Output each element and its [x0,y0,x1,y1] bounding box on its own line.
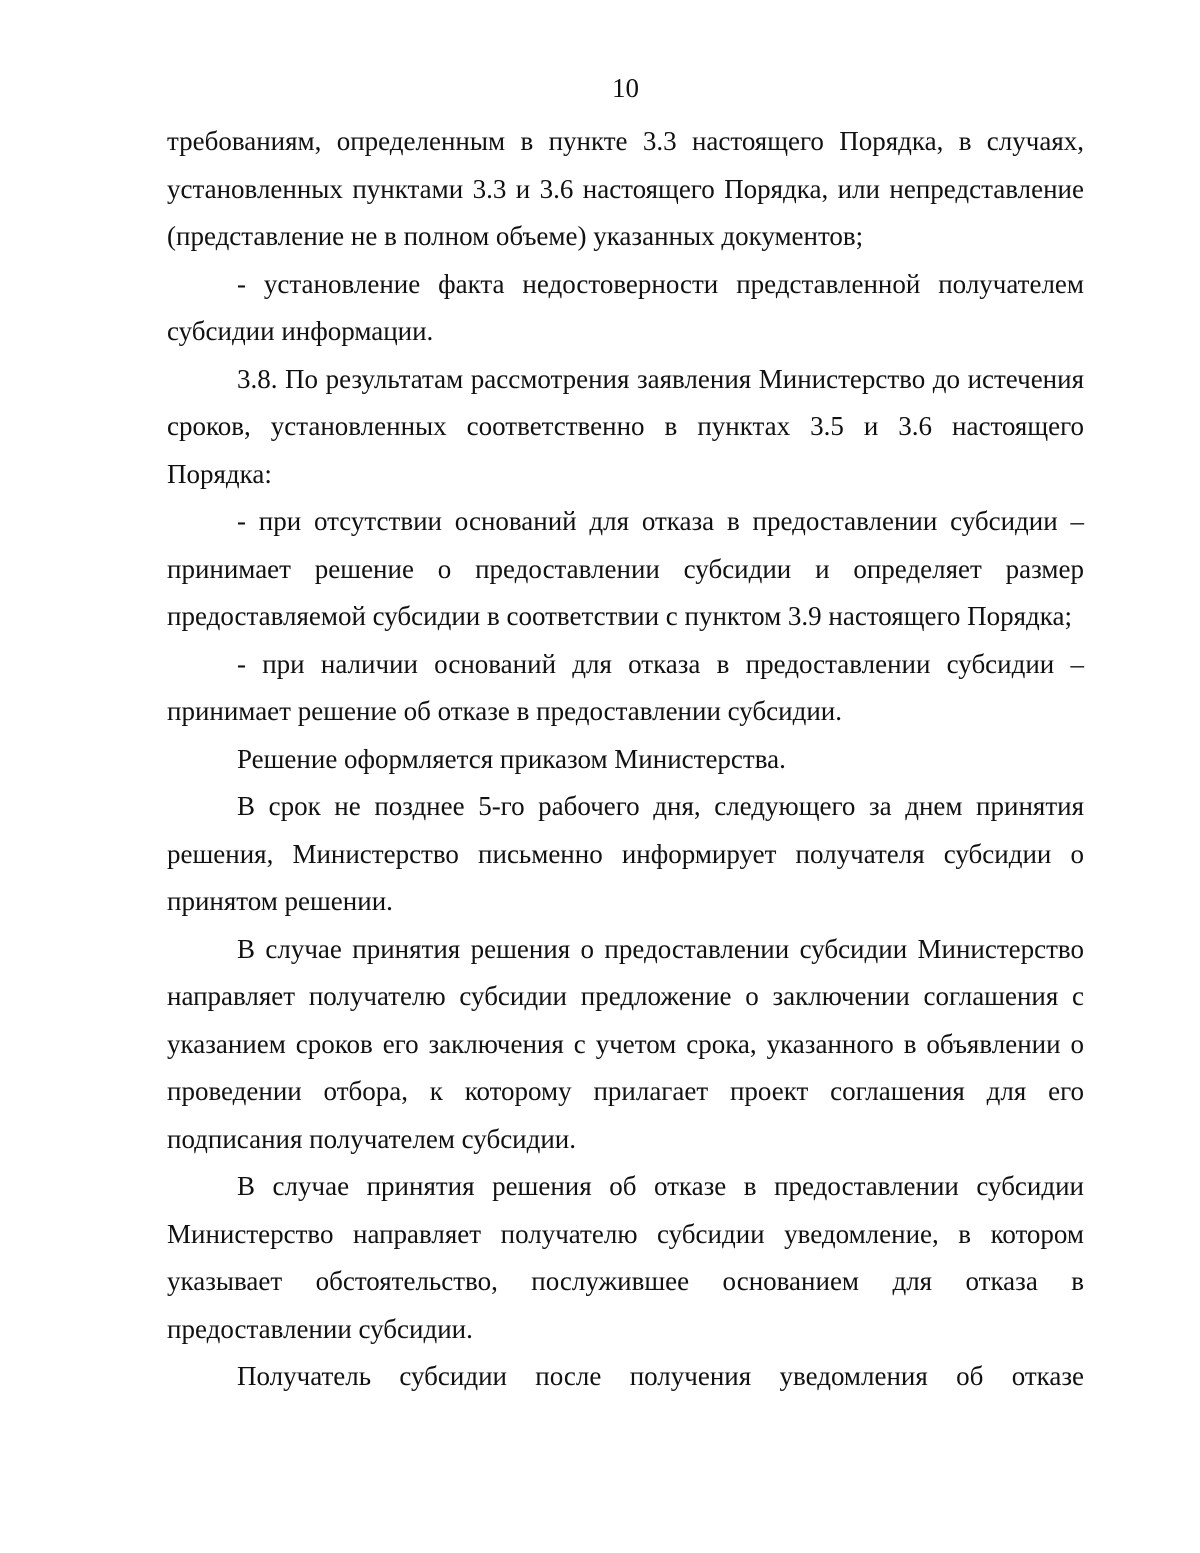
paragraph-grant-decision: - при отсутствии оснований для отказа в предоставлении субсидии – принимает решение о предоставлении субсидии и определяет размер предоставляемой субсидии в соответствии с пунктом 3.9 настоящего Порядка; [167,506,1084,631]
paragraph-clause-3-8: 3.8. По результатам рассмотрения заявления Министерство до истечения сроков, установленных соответственно в пунктах 3.5 и 3.6 настоящего Порядка: [167,363,1084,489]
paragraph-false-info: - установление факта недостоверности представленной получателем субсидии информации. [167,268,1084,346]
paragraph-refusal-notice: В случае принятия решения об отказе в предоставлении субсидии Министерство направляет получателю субсидии уведомление, в котором указывает обстоятельство, послужившее основанием для отказа в предоставлении субсидии. [167,1171,1084,1344]
paragraph-continuation: требованиям, определенным в пункте 3.3 настоящего Порядка, в случаях, установленных пунктами 3.3 и 3.6 настоящего Порядка, или непредставление (представление не в полном объеме) указанных документов; [167,126,1084,251]
paragraph-agreement-offer: В случае принятия решения о предоставлении субсидии Министерство направляет получателю субсидии предложение о заключении соглашения с указанием сроков его заключения с учетом срока, указанного в объявлении о проведении отбора, к которому прилагает проект соглашения для его подписания получателем субсидии. [167,933,1084,1154]
paragraph-order: Решение оформляется приказом Министерства. [237,743,786,774]
paragraph-refusal-decision: - при наличии оснований для отказа в предоставлении субсидии – принимает решение об отказе в предоставлении субсидии. [167,648,1084,726]
paragraph-notification-term: В срок не позднее 5-го рабочего дня, следующего за днем принятия решения, Министерство письменно информирует получателя субсидии о принятом решении. [167,791,1084,916]
document-body [167,118,1084,1401]
page-number: 10 [612,73,639,103]
paragraph-recipient-after-notice: Получатель субсидии после получения уведомления об отказе [237,1361,1084,1391]
